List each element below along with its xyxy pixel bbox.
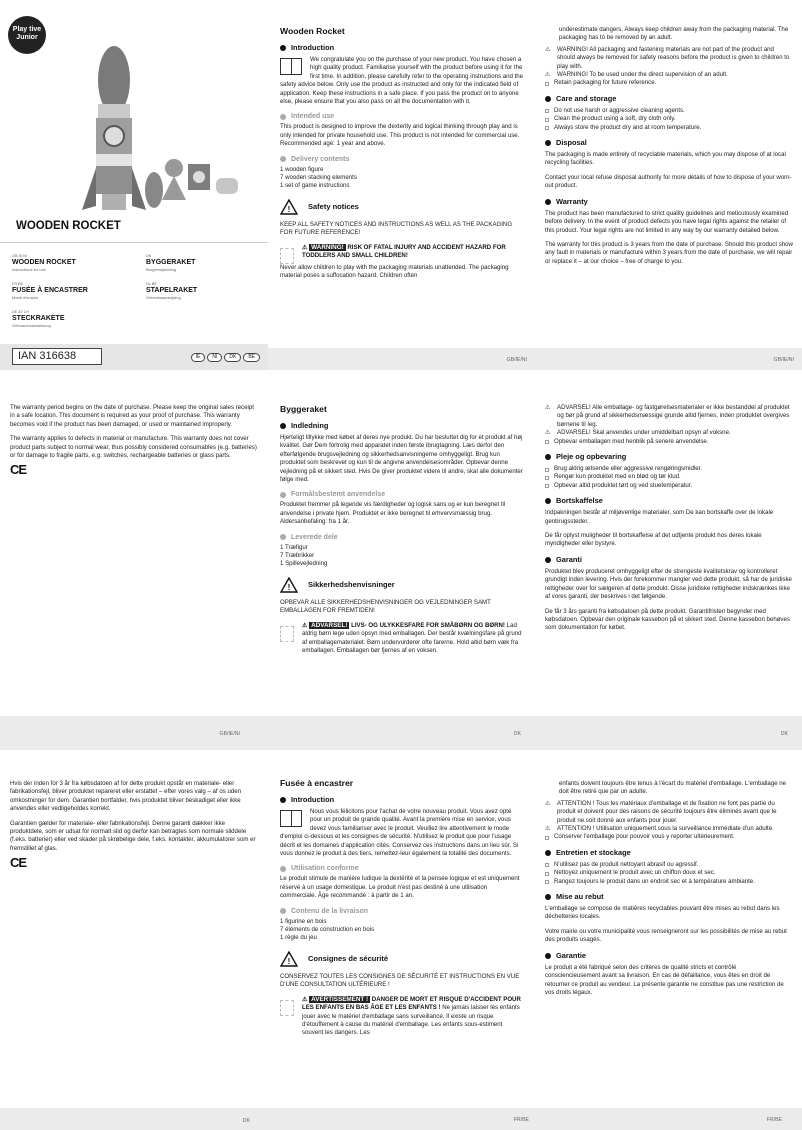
page-footer bbox=[535, 1108, 802, 1130]
intro-heading: Indledning bbox=[280, 421, 525, 431]
intro-text: We congratulate you on the purchase of your new product. You have chosen a high quality product. Familiarise yourself with the product before using it for the first time. In addition, please carefully refer to the operating instructions and the safety advice below. Only use the product as instructed and only for the indicated field of application. Keep these instructions in a safe place. If you pass the product on to anyone else, please ensure that you also pass on all the documentation with it. bbox=[280, 56, 524, 106]
lang-name: STAPELRAKET bbox=[146, 287, 198, 294]
list-item: Opbevar emballagen med henblik på senere anvendelse. bbox=[545, 438, 793, 446]
disposal-text: The packaging is made entirely of recyclable materials, which you may dispose of at local recycling facilities. bbox=[545, 151, 786, 167]
warning-line: ⚠ ATTENTION ! Utilisation uniquement sous la surveillance immédiate d'un adulte. bbox=[545, 825, 774, 833]
disposal-text: De får oplyst muligheder til bortskaffelse af det udtjente produkt hos deres lokale myndigheder eller bystyre. bbox=[545, 532, 762, 548]
intended-use-text: Le produit stimule de manière ludique la dextérité et la pensée logique et est uniquement réservé à un usage domestique. Le produit n'est pas destiné à une utilisation commerciale. Âge recommandé : à partir de 1 an. bbox=[280, 875, 520, 900]
safety-heading: ! Safety notices bbox=[280, 199, 525, 215]
delivery-item: 1 figurine en bois bbox=[280, 917, 327, 925]
warning-line: ⚠ ATTENTION ! Tous les matériaux d'emballage et de fixation ne font pas partie du produit et doivent pour des raisons de sécurité toujours être éliminés avant que le produit ne soit donné aux enfants pour jouer. bbox=[545, 799, 777, 824]
intended-use-heading: Utilisation conforme bbox=[280, 864, 525, 873]
warning-triangle-icon: ⚠ bbox=[545, 429, 551, 437]
page-dk-2 bbox=[535, 370, 802, 750]
delivery-item: 1 Spillevejledning bbox=[280, 560, 328, 568]
delivery-item: 7 éléments de construction en bois bbox=[280, 926, 375, 934]
lang-name: FUSÉE À ENCASTRER bbox=[12, 287, 88, 294]
delivery-item: 7 Træbrikker bbox=[280, 552, 315, 560]
care-heading: Care and storage bbox=[545, 94, 793, 104]
warranty-text: Le produit a été fabriqué selon des critères de qualité stricts et contrôlé consciencieusement avant sa livraison. En cas de défaillance, vous êtes en droit de retourner ce produit au vendeur. La présente garantie ne constitue pas une restriction de vos droits légaux. bbox=[545, 963, 784, 996]
disposal-text: L'emballage se compose de matières recyclables pouvant être mises au rebut dans les déchetteries locales. bbox=[545, 905, 780, 921]
list-item: Rangez toujours le produit dans un endroit sec et à température ambiante. bbox=[545, 878, 793, 886]
warning-triangle-icon bbox=[280, 951, 298, 967]
warning-label: AVERTISSEMENT ! bbox=[311, 995, 369, 1003]
ian-bar bbox=[0, 344, 268, 370]
info-book-icon bbox=[280, 810, 302, 827]
warning-triangle-icon: ⚠ bbox=[545, 404, 551, 411]
warranty-text: Produktet blev produceret omhyggeligt efter de strengeste kvalitetskrav og kontrolleret grundigt inden levering. Hvis der forekommer mangler ved dette produkt, så har de juridiske rettigheder over for sælgeren af dette produkt. Disse juridiske rettigheder indskrænkes ikke af vores garanti, der beskrives i det følgende. bbox=[545, 567, 792, 601]
page-dk-3 bbox=[0, 750, 268, 1130]
list-item: Brug aldrig ætsende eller aggressive rengøringsmidler. bbox=[545, 465, 793, 473]
page-number: GB/IE/NI bbox=[219, 730, 240, 737]
ce-mark-icon: CE bbox=[10, 855, 27, 871]
lang-flags: DK bbox=[146, 254, 152, 258]
warning-label: WARNING! bbox=[311, 243, 344, 251]
delivery-heading: Contenu de la livraison bbox=[280, 907, 525, 916]
child-warning bbox=[280, 622, 525, 656]
intro-heading: Introduction bbox=[280, 795, 525, 805]
disposal-text: Votre mairie ou votre municipalité vous renseigneront sur les possibilités de mise au rebut des produits usagés. bbox=[545, 927, 787, 944]
page-number: FR/BE bbox=[766, 1116, 782, 1123]
section-title: Fusée à encastrer bbox=[280, 778, 354, 788]
ian-number: IAN 316638 bbox=[12, 348, 102, 365]
svg-text:!: ! bbox=[287, 204, 291, 214]
warning-triangle-icon: ⚠ bbox=[545, 45, 551, 53]
page-dk-1 bbox=[268, 370, 535, 750]
list-item: Conserver l'emballage pour pouvoir vous y reporter ultérieurement. bbox=[545, 833, 793, 841]
warning-label: ADVARSEL! bbox=[311, 621, 348, 629]
disposal-heading: Mise au rebut bbox=[545, 892, 793, 902]
disposal-text: Contact your local refuse disposal authority for more details of how to dispose of your worn-out product. bbox=[545, 173, 792, 190]
page-en-3 bbox=[0, 370, 268, 750]
warranty-text: De får 3 års garanti fra købsdatoen på dette produkt. Garantifristen begynder med købsdatoen. Opbevar den originale kassebon på et sikkert sted. Denne kassebon behøves som dokumentation for købet. bbox=[545, 607, 790, 632]
lang-sub: Mode d'emploi bbox=[12, 295, 38, 300]
ce-mark-icon: CE bbox=[10, 462, 27, 478]
list-item: Nettoyez uniquement le produit avec un chiffon doux et sec. bbox=[545, 869, 793, 877]
lang-sub: Brugervejledning bbox=[146, 267, 177, 272]
page-en-1 bbox=[268, 0, 535, 370]
lang-flags: FR BE bbox=[12, 282, 24, 286]
page-fr-2 bbox=[535, 750, 802, 1130]
warning-headline: LIVS- OG ULYKKESFARE FOR SMÅBØRN OG BØRN! bbox=[351, 621, 505, 629]
safety-keep-text: OPBEVAR ALLE SIKKERHEDSHENVISNINGER OG VEJLEDNINGER SAMT EMBALLAGEN FOR FREMTIDEN! bbox=[280, 598, 491, 615]
warning-triangle-icon bbox=[280, 199, 298, 215]
warning-triangle-icon: ⚠ bbox=[545, 71, 551, 79]
lang-name: WOODEN ROCKET bbox=[12, 259, 76, 266]
list-item: Do not use harsh or aggressive cleaning agents. bbox=[545, 107, 793, 115]
country-badge: DK bbox=[224, 353, 241, 362]
page-number: GB/IE/NI bbox=[506, 356, 527, 363]
intro-text: Hjerteligt tillykke med købet af deres nye produkt. Du har besluttet dig for et produkt af høj kvalitet. Gør Dem fortrolig med apparatet inden første ibrugtagning. Læs derfor den efterfølgende brugsvejledning og sikkerhedsanvisningerne omhyggeligt. Brug kun produktet som beskrevet og kun til de angivne anvendelsesområder. Opbevar denne vejledning på et sikkert sted. Hvis De giver produktet videre til andre, skal alle dokumenter følge med. bbox=[280, 434, 523, 484]
list-item: Retain packaging for future reference. bbox=[545, 79, 793, 87]
intended-use-heading: Intended use bbox=[280, 112, 525, 121]
delivery-item: 1 wooden figure bbox=[280, 165, 324, 173]
delivery-item: 7 wooden stacking elements bbox=[280, 174, 357, 182]
section-title: Wooden Rocket bbox=[280, 26, 345, 36]
warning-headline: RISK OF FATAL INJURY AND ACCIDENT HAZARD FOR TODDLERS AND SMALL CHILDREN! bbox=[302, 243, 506, 260]
warning-triangle-icon: ⚠ bbox=[302, 621, 308, 629]
warning-triangle-icon: ⚠ bbox=[302, 995, 308, 1003]
intro-text: Nous vous félicitons pour l'achat de votre nouveau produit. Vous avez opté pour un produit de grande qualité. Avant la première mise en service, vous devez vous familiariser avec le produit. Veuillez lire attentivement le mode d'emploi ci-dessous et les consignes de sécurité. N'utilisez le produit que pour l'usage décrit et les domaines d'application cités. Conservez ces instructions dans un lieu sûr. Si vous donnez le produit à des tiers, remettez-leur également la totalité des documents. bbox=[280, 808, 519, 858]
section-title: Byggeraket bbox=[280, 404, 327, 414]
continued-text: underestimate dangers. Always keep children away from the packaging material. The packaging has to be removed by an adult. bbox=[559, 26, 789, 42]
warning-line: ⚠ WARNING! To be used under the direct supervision of an adult. bbox=[545, 71, 728, 79]
lang-flags: NL BE bbox=[146, 282, 157, 286]
warning-triangle-icon: ⚠ bbox=[545, 799, 551, 807]
child-warning-icon bbox=[280, 1000, 294, 1016]
intended-use-heading: Formålsbestemt anvendelse bbox=[280, 490, 525, 499]
safety-heading: ! Consignes de sécurité bbox=[280, 951, 525, 967]
page-footer bbox=[0, 1108, 268, 1130]
continued-text: enfants doivent toujours être tenus à l'écart du matériel d'emballage. L'emballage ne doit être retiré que par un adulte. bbox=[559, 780, 787, 796]
page-footer bbox=[535, 348, 802, 370]
safety-keep-text: CONSERVEZ TOUTES LES CONSIGNES DE SÉCURITÉ ET INSTRUCTIONS EN VUE D'UNE CONSULTATION ULTÉRIEURE ! bbox=[280, 972, 520, 989]
delivery-heading: Delivery contents bbox=[280, 155, 525, 164]
country-badge: NI bbox=[207, 353, 222, 362]
warranty-text: The warranty for this product is 3 years from the date of purchase. Should this product show any fault in materials or manufacture within 3 years from the date of purchase, we will repair or replace it – at our choice – free of charge to you. bbox=[545, 240, 793, 265]
warranty-text: Garantien gælder for materiale- eller fabrikationsfejl. Denne garanti dækker ikke produktdele, som er udsat for normalt slid og derfor kan betragtes som normale sliddele (f.eks. batterier) eller ved skader på skrøbelige dele, f.eks. kontakter, akkumulatorer som er fremstillet af glas. bbox=[10, 819, 256, 852]
warranty-heading: Garanti bbox=[545, 555, 793, 565]
warning-line: ⚠ ADVARSEL! Alle emballage- og fastgørelsesmaterialer er ikke bestanddel af produktet og bør på grund af sikkerhedsmæssige grunde altid fjernes, inden produktet overgives børnene til leg. bbox=[545, 404, 790, 428]
warning-text: Never allow children to play with the packaging materials unattended. The packaging material poses a suffocation hazard. Children often bbox=[280, 263, 509, 280]
page-footer bbox=[268, 348, 535, 370]
child-warning bbox=[280, 244, 525, 264]
intro-heading: Introduction bbox=[280, 43, 525, 53]
cover-title: WOODEN ROCKET bbox=[16, 220, 121, 232]
page-fr-1 bbox=[268, 750, 535, 1130]
care-heading: Entretien et stockage bbox=[545, 848, 793, 858]
page-number: GB/IE/NI bbox=[773, 356, 794, 363]
warranty-text: The product has been manufactured to strict quality guidelines and meticulously examined before delivery. In the event of product defects you have legal rights against the retailer of this product. Your legal rights are not limited in any way by our warranty detailed below. bbox=[545, 209, 789, 234]
delivery-item: 1 Træfigur bbox=[280, 543, 308, 551]
page-number: DK bbox=[513, 730, 521, 737]
warranty-text: Hvis der inden for 3 år fra købsdatoen af for dette produkt opstår en materiale- eller fabrikationsfejl, bliver produktet repareret eller erstattet – efter vores valg – af os uden omkostninger for dem. Garantien bortfalder, hvis produktet bliver beskadiget eller ikke anvendes eller vedligeholdes korrekt. bbox=[10, 780, 242, 813]
page-footer bbox=[535, 716, 802, 750]
delivery-item: 1 set of game instructions bbox=[280, 182, 350, 190]
child-warning-icon bbox=[280, 248, 294, 264]
intended-use-text: Produktet fremmer på legende vis færdigheder og logisk sans og er kun beregnet til anvendelse i private hjem. Produktet er ikke beregnet til erhvervsmæssig brug. Aldersanbefaling: fra 1 år. bbox=[280, 501, 506, 526]
country-badge: IE bbox=[191, 353, 206, 362]
country-badge: BE bbox=[243, 353, 260, 362]
warning-triangle-icon bbox=[280, 577, 298, 593]
page-number: DK bbox=[780, 730, 788, 737]
page-en-2 bbox=[535, 0, 802, 370]
page-footer bbox=[268, 716, 535, 750]
brand-logo: Play tive Junior bbox=[8, 16, 46, 54]
page-footer bbox=[268, 1108, 535, 1130]
disposal-heading: Disposal bbox=[545, 138, 793, 148]
warning-headline: DANGER DE MORT ET RISQUE D'ACCIDENT POUR LES ENFANTS EN BAS ÂGE ET LES ENFANTS ! bbox=[302, 995, 521, 1012]
warning-line: ⚠ WARNING! All packaging and fastening materials are not part of the product and should always be removed for safety reasons before the product is given to children to play with. bbox=[545, 45, 790, 70]
lang-flags: DE AT CH bbox=[12, 310, 30, 314]
disposal-heading: Bortskaffelse bbox=[545, 496, 793, 506]
safety-heading: ! Sikkerhedshenvisninger bbox=[280, 577, 525, 593]
warranty-heading: Warranty bbox=[545, 197, 793, 207]
list-item: Rengør kun produktet med en blød og tør klud. bbox=[545, 473, 793, 481]
warranty-text: The warranty period begins on the date of purchase. Please keep the original sales receipt in a safe location. This document is required as your proof of purchase. This warranty becomes void if the product has been damaged, or used or maintained improperly. bbox=[10, 404, 254, 428]
rocket-image bbox=[4, 40, 264, 250]
warranty-heading: Garantie bbox=[545, 951, 793, 961]
warning-text: Lad aldrig børn lege uden opsyn med emballagen. Der består kvælningsfare på grund af emballagematerialet. Børn undervurderer ofte farerne. Hold altid børn væk fra emballagen. Emballagen bør fjernes af en voksen. bbox=[302, 621, 522, 654]
page-footer bbox=[0, 716, 268, 750]
lang-sub: Instructions for use bbox=[12, 267, 46, 272]
lang-flags: GB IE NI bbox=[12, 254, 27, 258]
delivery-heading: Leverede dele bbox=[280, 533, 525, 542]
safety-keep-text: KEEP ALL SAFETY NOTICES AND INSTRUCTIONS AS WELL AS THE PACKAGING FOR FUTURE REFERENCE! bbox=[280, 220, 513, 237]
info-book-icon bbox=[280, 58, 302, 75]
lang-sub: Gebrauchsanweisung bbox=[12, 323, 51, 328]
warranty-text: The warranty applies to defects in material or manufacture. This warranty does not cover product parts subject to normal wear, thus possibly considered consumables (e.g. batteries) or for damage to fragile parts, e.g. switches, rechargeable batteries or glass parts. bbox=[10, 435, 257, 460]
warning-line: ⚠ ADVARSEL! Skal anvendes under umiddelbart opsyn af voksne. bbox=[545, 429, 731, 437]
disposal-text: Indpakningen består af miljøvenlige materialer, som De kan bortskaffe over de lokale genbrugssteder. bbox=[545, 509, 774, 525]
intended-use-text: This product is designed to improve the dexterity and logical thinking through play and is only intended for private household use. This product is not intended for commercial use. Recommended age: 1 year and above. bbox=[280, 123, 520, 148]
list-item: Always store the product dry and at room temperature. bbox=[545, 124, 793, 132]
care-heading: Pleje og opbevaring bbox=[545, 452, 793, 462]
page-number: DK bbox=[242, 1117, 250, 1124]
lang-name: STECKRAKETE bbox=[12, 315, 65, 322]
warning-triangle-icon: ⚠ bbox=[302, 243, 308, 251]
child-warning-icon bbox=[280, 626, 294, 642]
list-item: Opbevar altid produktet tørt og ved stuetemperatur. bbox=[545, 482, 793, 490]
list-item: Clean the product using a soft, dry cloth only. bbox=[545, 115, 793, 123]
lang-sub: Gebruiksaanwijzing bbox=[146, 295, 181, 300]
child-warning bbox=[280, 996, 525, 1038]
delivery-item: 1 règle du jeu bbox=[280, 934, 317, 942]
list-item: N'utilisez pas de produit nettoyant abrasif ou agressif. bbox=[545, 861, 793, 869]
page-number: FR/BE bbox=[513, 1116, 529, 1123]
cover-page bbox=[0, 0, 268, 370]
warning-triangle-icon: ⚠ bbox=[545, 825, 551, 833]
svg-text:!: ! bbox=[287, 582, 291, 592]
svg-text:!: ! bbox=[287, 956, 291, 966]
lang-name: BYGGERAKET bbox=[146, 259, 196, 266]
warning-text: Ne jamais laisser les enfants jouer avec le matériel d'emballage sans surveillance. Il existe un risque d'étouffement à cause du matériel d'emballage. Les enfants sous-estiment souvent les dangers. Les bbox=[302, 1004, 520, 1037]
